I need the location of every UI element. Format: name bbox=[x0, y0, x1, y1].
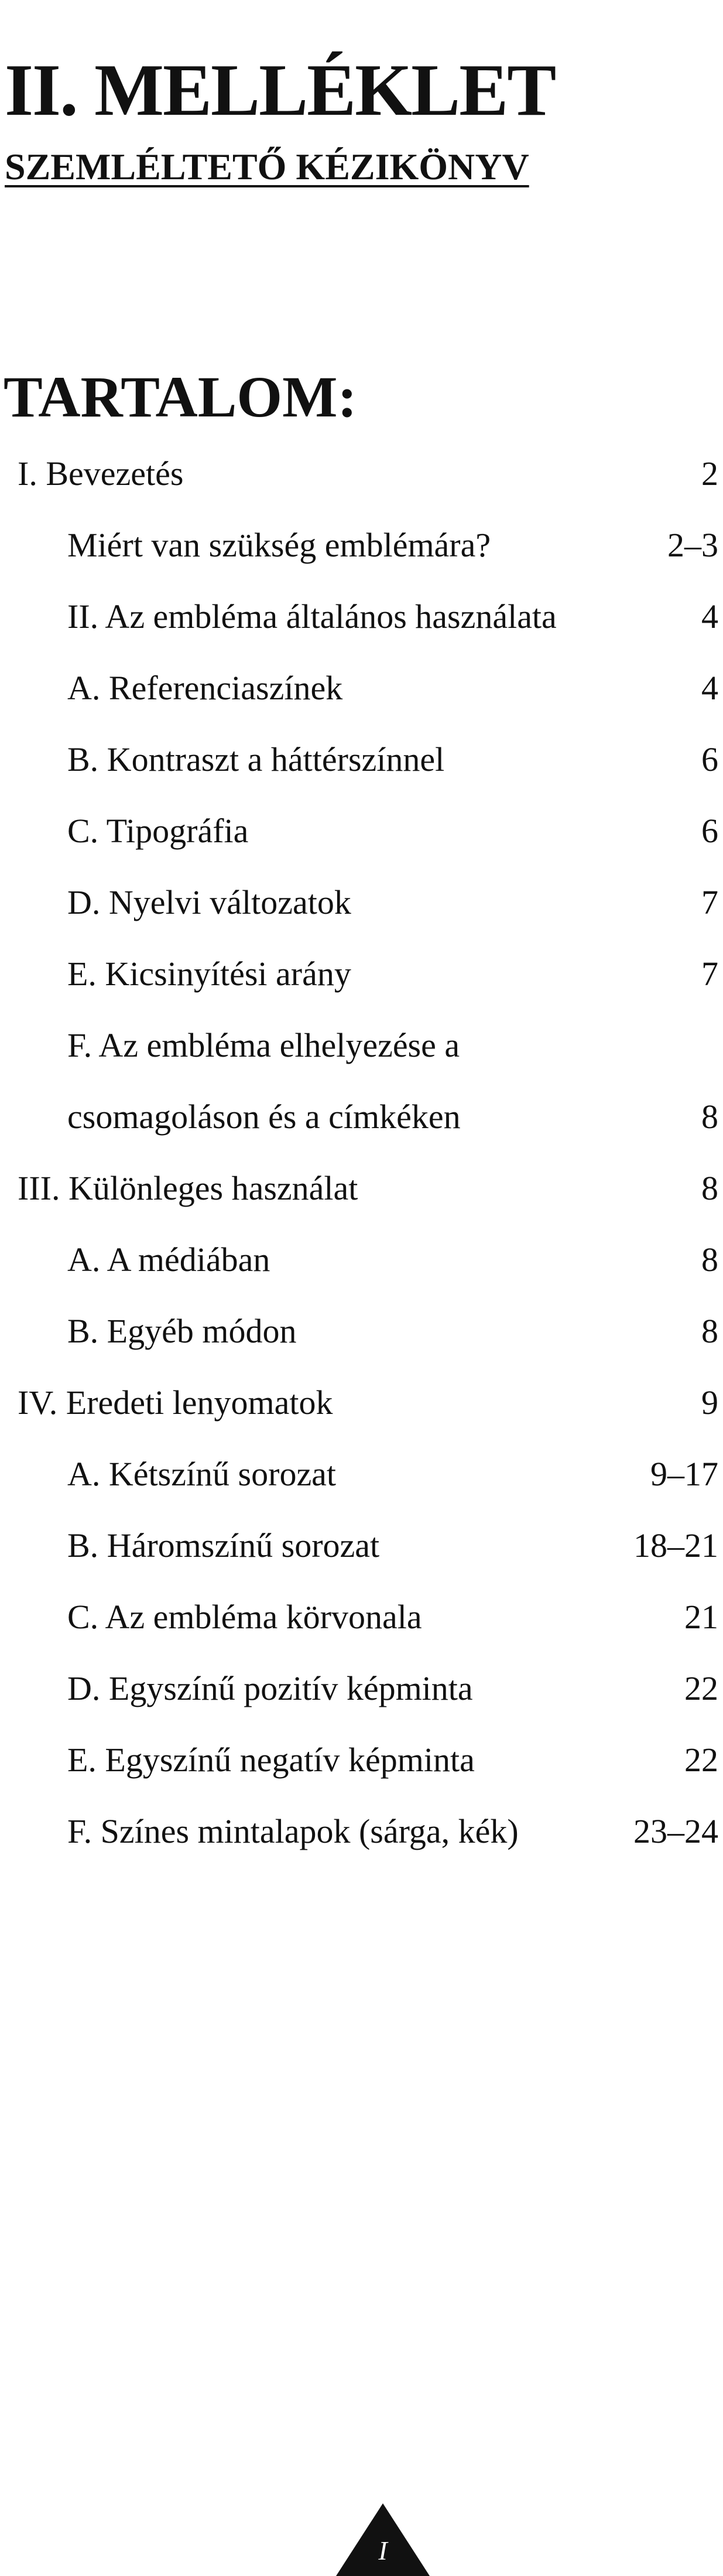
page-number-marker bbox=[334, 2501, 432, 2576]
toc-entry-page: 8 bbox=[701, 1241, 718, 1279]
toc-row bbox=[0, 1457, 723, 1529]
toc-entry-page: 8 bbox=[701, 1169, 718, 1207]
toc-entry-label: II. Az embléma általános használata bbox=[67, 597, 557, 636]
toc-entry-page: 9 bbox=[701, 1383, 718, 1422]
toc-entry-label: III. Különleges használat bbox=[18, 1169, 358, 1207]
toc-row bbox=[0, 1243, 723, 1314]
toc-entry-page: 2–3 bbox=[667, 526, 718, 564]
toc-entry-label: E. Kicsinyítési arány bbox=[67, 955, 351, 993]
toc-row bbox=[0, 1383, 723, 1457]
toc-entry-label: C. Az embléma körvonala bbox=[67, 1598, 422, 1636]
page-number: I bbox=[378, 2536, 388, 2565]
toc-row bbox=[0, 1743, 723, 1815]
toc-row bbox=[0, 1526, 723, 1600]
toc-entry-label: B. Kontraszt a háttérszínnel bbox=[67, 740, 445, 778]
toc-entry-label: B. Háromszínű sorozat bbox=[67, 1526, 380, 1564]
toc-row bbox=[0, 457, 723, 528]
toc-row bbox=[0, 671, 723, 743]
toc-row bbox=[0, 1026, 723, 1100]
toc-entry-page: 4 bbox=[701, 669, 718, 707]
toc-entry-label: A. Referenciaszínek bbox=[67, 669, 343, 707]
toc-entry-page: 23–24 bbox=[633, 1812, 718, 1850]
toc-row bbox=[0, 1171, 723, 1243]
toc-row bbox=[0, 1812, 723, 1886]
toc-row bbox=[0, 597, 723, 671]
toc-entry-label: A. A médiában bbox=[67, 1241, 270, 1279]
toc-row bbox=[0, 957, 723, 1029]
toc-row bbox=[0, 1600, 723, 1672]
toc-entry-label: A. Kétszínű sorozat bbox=[67, 1455, 337, 1493]
toc-entry-page: 9–17 bbox=[650, 1455, 718, 1493]
toc-entry-page: 18–21 bbox=[633, 1526, 718, 1564]
toc-entry-page: 8 bbox=[701, 1312, 718, 1350]
document-subtitle: SZEMLÉLTETŐ KÉZIKÖNYV bbox=[5, 146, 529, 188]
toc-row bbox=[0, 528, 723, 600]
toc-entry-label: C. Tipográfia bbox=[67, 812, 249, 850]
toc-entry-label: IV. Eredeti lenyomatok bbox=[18, 1383, 333, 1422]
toc-entry-page: 2 bbox=[701, 455, 718, 493]
toc-entry-label: csomagoláson és a címkéken bbox=[67, 1098, 461, 1136]
toc-entry-page: 4 bbox=[701, 597, 718, 636]
toc-entry-label: B. Egyéb módon bbox=[67, 1312, 297, 1350]
toc-entry-page: 6 bbox=[701, 812, 718, 850]
toc-row bbox=[0, 1314, 723, 1386]
document-title: II. MELLÉKLET bbox=[5, 50, 556, 132]
toc-entry-page: 6 bbox=[701, 740, 718, 778]
toc-entry-label: D. Nyelvi változatok bbox=[67, 883, 351, 921]
toc-entry-label: F. Az embléma elhelyezése a bbox=[67, 1026, 460, 1064]
toc-row bbox=[0, 883, 723, 957]
toc-entry-label: E. Egyszínű negatív képminta bbox=[67, 1741, 475, 1779]
toc-entry-page: 8 bbox=[701, 1098, 718, 1136]
toc-entry-page: 21 bbox=[684, 1598, 718, 1636]
toc-row bbox=[0, 1100, 723, 1171]
toc-row bbox=[0, 740, 723, 814]
toc-row bbox=[0, 814, 723, 886]
toc-entry-label: F. Színes mintalapok (sárga, kék) bbox=[67, 1812, 519, 1850]
toc-entry-page: 22 bbox=[684, 1669, 718, 1707]
toc-entry-label: Miért van szükség emblémára? bbox=[67, 526, 491, 564]
table-of-contents bbox=[0, 457, 723, 1886]
toc-entry-label: D. Egyszínű pozitív képminta bbox=[67, 1669, 473, 1707]
toc-entry-page: 22 bbox=[684, 1741, 718, 1779]
toc-entry-label: I. Bevezetés bbox=[18, 455, 184, 493]
toc-heading: TARTALOM: bbox=[4, 364, 357, 429]
toc-entry-page: 7 bbox=[701, 955, 718, 993]
toc-entry-page: 7 bbox=[701, 883, 718, 921]
toc-row bbox=[0, 1669, 723, 1743]
